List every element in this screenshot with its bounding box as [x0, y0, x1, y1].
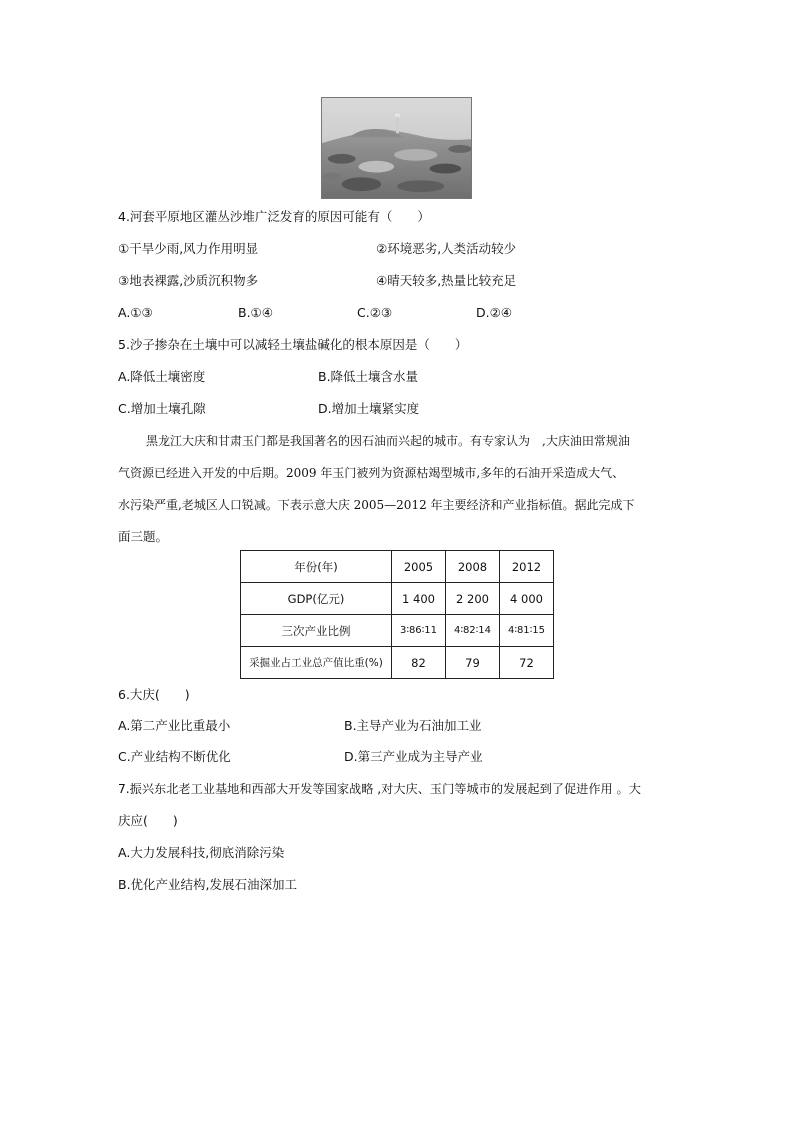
- q6-option-d[interactable]: D.第三产业成为主导产业: [344, 749, 483, 764]
- table-cell: 4∶82∶14: [446, 615, 500, 647]
- q4-option-a[interactable]: A.①③: [118, 305, 153, 320]
- table-cell: 82: [392, 647, 446, 679]
- q5-option-d[interactable]: D.增加土壤紧实度: [318, 401, 420, 416]
- table-row: [241, 647, 554, 679]
- table-cell: 1 400: [392, 583, 446, 615]
- table-cell: 4 000: [500, 583, 554, 615]
- table-cell: 79: [446, 647, 500, 679]
- question-5-stem: 5.沙子掺杂在土壤中可以减轻土壤盐碱化的根本原因是（ ）: [118, 337, 468, 352]
- table-cell: 采掘业占工业总产值比重(%): [241, 647, 392, 679]
- passage-line-3: 水污染严重,老城区人口锐减。下表示意大庆 2005—2012 年主要经济和产业指标值。据此完成下: [118, 498, 635, 512]
- q4-statement-3: ③地表裸露,沙质沉积物多: [118, 273, 259, 288]
- q5-option-a[interactable]: A.降低土壤密度: [118, 369, 206, 384]
- q4-option-c[interactable]: C.②③: [357, 305, 393, 320]
- table-header-row: [241, 551, 554, 583]
- q7-option-b[interactable]: B.优化产业结构,发展石油深加工: [118, 877, 298, 892]
- q6-option-a[interactable]: A.第二产业比重最小: [118, 718, 231, 733]
- table-header-cell: 年份(年): [241, 551, 392, 583]
- table-cell: 2 200: [446, 583, 500, 615]
- table-cell: 3∶86∶11: [392, 615, 446, 647]
- q4-statement-2: ②环境恶劣,人类活动较少: [376, 241, 517, 256]
- question-4-stem: 4.河套平原地区灌丛沙堆广泛发育的原因可能有（ ）: [118, 209, 430, 224]
- q4-statement-4: ④晴天较多,热量比较充足: [376, 273, 517, 288]
- table-header-cell: 2005: [392, 551, 446, 583]
- q4-option-b[interactable]: B.①④: [238, 305, 273, 320]
- table-cell: 4∶81∶15: [500, 615, 554, 647]
- q5-option-b[interactable]: B.降低土壤含水量: [318, 369, 419, 384]
- question-7-stem-line-2: 庆应( ): [118, 813, 178, 828]
- photo-illustration: [322, 98, 471, 198]
- table-header-cell: 2012: [500, 551, 554, 583]
- q6-option-b[interactable]: B.主导产业为石油加工业: [344, 718, 482, 733]
- question-6-stem: 6.大庆( ): [118, 687, 190, 702]
- question-7-stem-line-1: 7.振兴东北老工业基地和西部大开发等国家战略 ,对大庆、玉门等城市的发展起到了促进作用 。大: [118, 782, 641, 796]
- desert-shrub-dune-photo: [321, 97, 472, 199]
- passage-line-1: 黑龙江大庆和甘肃玉门都是我国著名的因石油而兴起的城市。有专家认为 ,大庆油田常规油: [146, 434, 630, 448]
- q4-statement-1: ①干旱少雨,风力作用明显: [118, 241, 259, 256]
- q7-option-a[interactable]: A.大力发展科技,彻底消除污染: [118, 845, 285, 860]
- q5-option-c[interactable]: C.增加土壤孔隙: [118, 401, 206, 416]
- passage-line-4: 面三题。: [118, 529, 169, 544]
- table-cell: GDP(亿元): [241, 583, 392, 615]
- table-cell: 三次产业比例: [241, 615, 392, 647]
- table-row: [241, 615, 554, 647]
- passage-line-2: 气资源已经进入开发的中后期。2009 年玉门被列为资源枯竭型城市,多年的石油开采造成大气、: [118, 466, 625, 480]
- q6-option-c[interactable]: C.产业结构不断优化: [118, 749, 231, 764]
- table-header-cell: 2008: [446, 551, 500, 583]
- table-row: [241, 583, 554, 615]
- daqing-indicator-table: [240, 550, 554, 679]
- q4-option-d[interactable]: D.②④: [476, 305, 513, 320]
- table-cell: 72: [500, 647, 554, 679]
